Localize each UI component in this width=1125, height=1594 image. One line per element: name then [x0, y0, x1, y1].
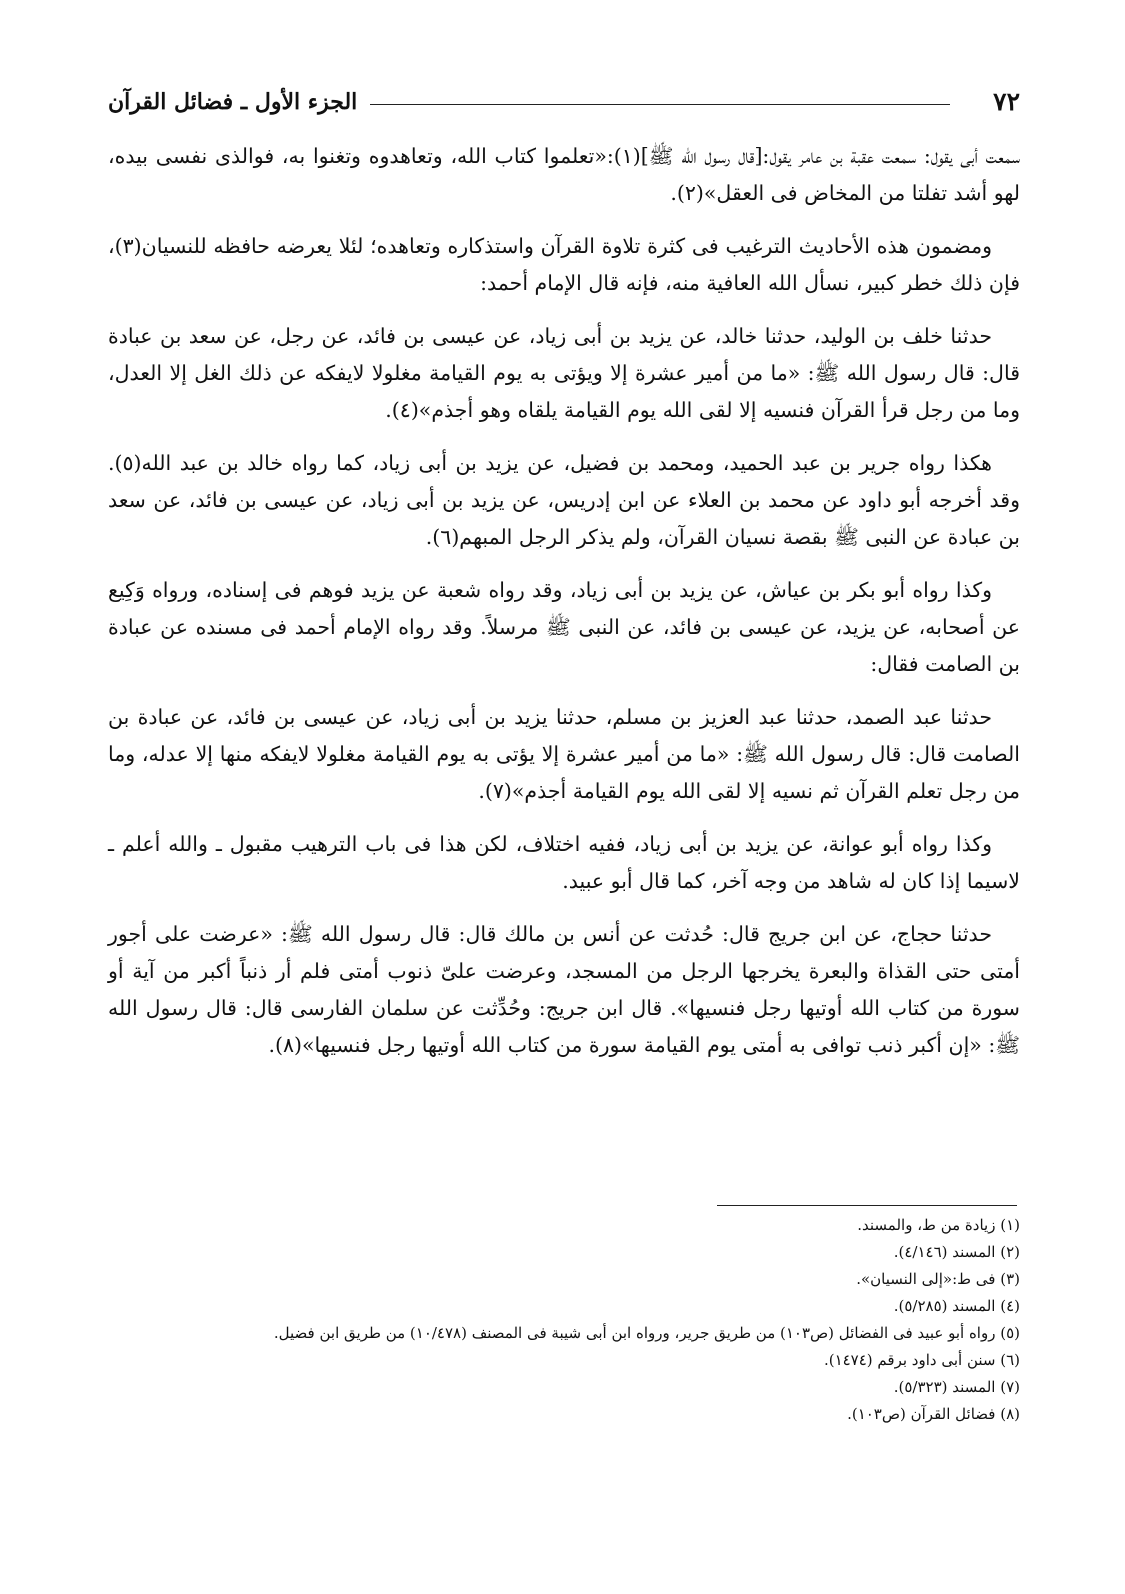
paragraph: سمعت أبى يقول: سمعت عقبة بن عامر يقول:[قال رسول الله ﷺ](١):«تعلموا كتاب الله، وتعاهدوه وتغنوا به، فوالذى نفسى بيده، لهو أشد تفلتا من المخاض فى العقل»(٢).: [108, 144, 1020, 205]
footnotes: [108, 1212, 1020, 1428]
header-rule: [370, 104, 950, 105]
running-title: الجزء الأول ـ فضائل القرآن: [108, 89, 358, 115]
footnote: (١) زيادة من ط، والمسند.: [857, 1216, 1020, 1234]
footnote-separator: [717, 1205, 1017, 1206]
page-header: [108, 84, 1020, 120]
paragraph: حدثنا حجاج، عن ابن جريج قال: حُدثت عن أنس بن مالك قال: قال رسول الله ﷺ: «عرضت على أجور أمتى حتى القذاة والبعرة يخرجها الرجل من المسجد، وعرضت علىّ ذنوب أمتى فلم أر ذنباً أكبر من آية أو سورة من كتاب الله أوتيها رجل فنسيها». قال ابن جريج: وحُدِّثت عن سلمان الفارسى قال: قال رسول الله ﷺ: «إن أكبر ذنب توافى به أمتى يوم القيامة سورة من كتاب الله أوتيها رجل فنسيها»(٨).: [108, 922, 1020, 1057]
footnote: (٢) المسند (٤/١٤٦).: [893, 1243, 1020, 1261]
footnote: (٥) رواه أبو عبيد فى الفضائل (ص١٠٣) من طريق جرير، ورواه ابن أبى شيبة فى المصنف (١٠/٤٧٨) من طريق ابن فضيل.: [273, 1324, 1020, 1342]
main-text: [108, 138, 1020, 1080]
paragraph: ومضمون هذه الأحاديث الترغيب فى كثرة تلاوة القرآن واستذكاره وتعاهده؛ لئلا يعرضه حافظه للنسيان(٣)، فإن ذلك خطر كبير، نسأل الله العافية منه، فإنه قال الإمام أحمد:: [108, 234, 1020, 295]
footnote: (٧) المسند (٥/٣٢٣).: [893, 1378, 1020, 1396]
footnote: (٦) سنن أبى داود برقم (١٤٧٤).: [823, 1351, 1020, 1369]
footnote: (٤) المسند (٥/٢٨٥).: [893, 1297, 1020, 1315]
paragraph: حدثنا خلف بن الوليد، حدثنا خالد، عن يزيد بن أبى زياد، عن عيسى بن فائد، عن رجل، عن سعد بن عبادة قال: قال رسول الله ﷺ: «ما من أمير عشرة إلا ويؤتى به يوم القيامة مغلولا لايفكه عن ذلك الغل إلا العدل، وما من رجل قرأ القرآن فنسيه إلا لقى الله يوم القيامة يلقاه وهو أجذم»(٤).: [108, 324, 1020, 422]
paragraph: وكذا رواه أبو عوانة، عن يزيد بن أبى زياد، ففيه اختلاف، لكن هذا فى باب الترهيب مقبول ـ والله أعلم ـ لاسيما إذا كان له شاهد من وجه آخر، كما قال أبو عبيد.: [108, 832, 1020, 893]
paragraph: هكذا رواه جرير بن عبد الحميد، ومحمد بن فضيل، عن يزيد بن أبى زياد، كما رواه خالد بن عبد الله(٥). وقد أخرجه أبو داود عن محمد بن العلاء عن ابن إدريس، عن يزيد بن أبى زياد، عن عيسى بن فائد، عن سعد بن عبادة عن النبى ﷺ بقصة نسيان القرآن، ولم يذكر الرجل المبهم(٦).: [108, 451, 1020, 549]
footnote: (٨) فضائل القرآن (ص١٠٣).: [847, 1405, 1020, 1423]
paragraph: وكذا رواه أبو بكر بن عياش، عن يزيد بن أبى زياد، وقد رواه شعبة عن يزيد فوهم فى إسناده، ورواه وَكِيع عن أصحابه، عن يزيد، عن عيسى بن فائد، عن النبى ﷺ مرسلاً. وقد رواه الإمام أحمد فى مسنده عن عبادة بن الصامت فقال:: [108, 578, 1020, 676]
page-number: ٧٢: [993, 87, 1020, 116]
paragraph: حدثنا عبد الصمد، حدثنا عبد العزيز بن مسلم، حدثنا يزيد بن أبى زياد، عن عيسى بن فائد، عن عبادة بن الصامت قال: قال رسول الله ﷺ: «ما من أمير عشرة إلا يؤتى به يوم القيامة مغلولا لايفكه منها إلا عدله، وما من رجل تعلم القرآن ثم نسيه إلا لقى الله يوم القيامة أجذم»(٧).: [108, 705, 1020, 803]
footnote: (٣) فى ط:«إلى النسيان».: [856, 1270, 1020, 1288]
